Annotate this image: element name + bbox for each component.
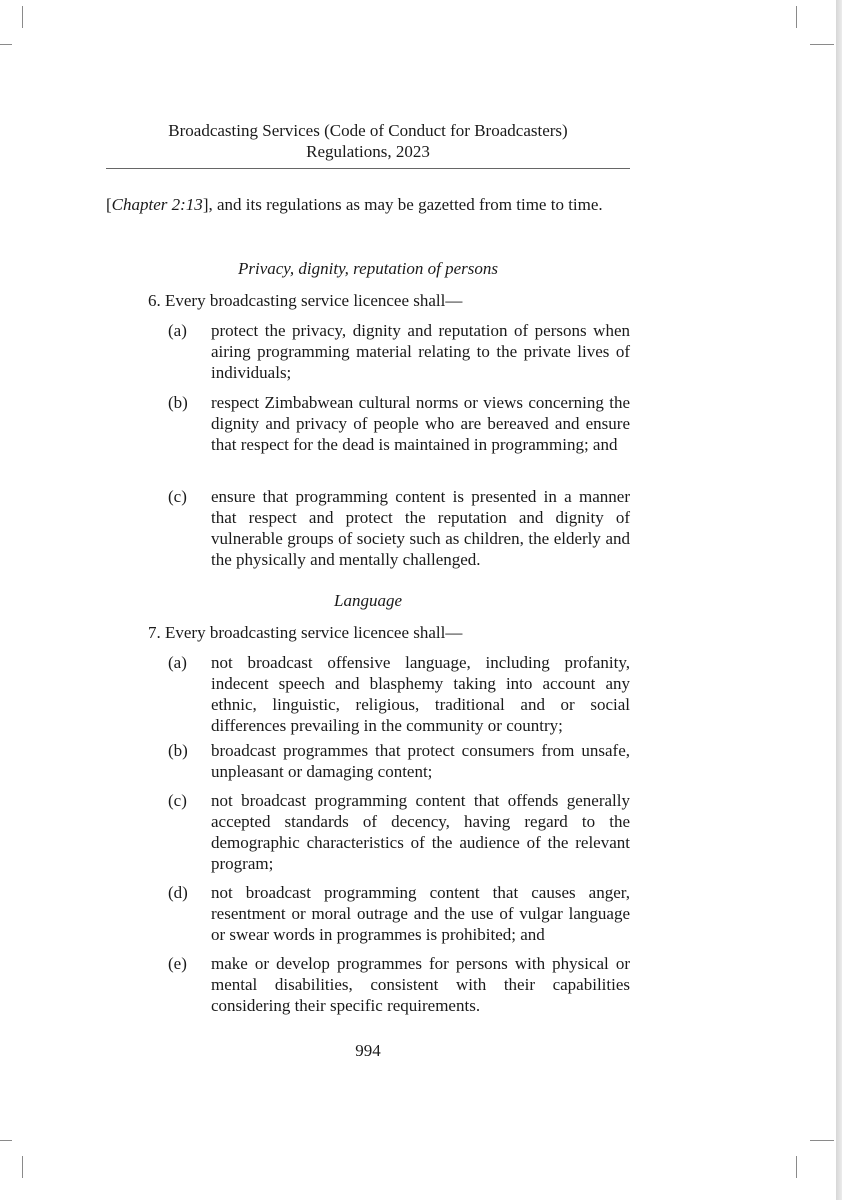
- item-text: respect Zimbabwean cultural norms or views concerning the dignity and privacy of people who are bereaved and ensure that respect for the dead is maintained in programming; and: [211, 393, 630, 454]
- intro-rest: ], and its regulations as may be gazetted from time to time.: [202, 195, 603, 214]
- chapter-reference: Chapter 2:13: [111, 195, 203, 214]
- crop-mark-bottom-left-h: [0, 1140, 12, 1141]
- crop-mark-top-right-h: [810, 44, 834, 45]
- item-label: (c): [168, 487, 187, 506]
- item-text: ensure that programming content is presented in a manner that respect and protect the reputation and dignity of vulnerable groups of society such as children, the elderly and the physically and mentally challenged.: [211, 487, 630, 569]
- header-title-line2: Regulations, 2023: [306, 142, 430, 161]
- crop-mark-top-left-v: [22, 6, 23, 28]
- item-label: (e): [168, 954, 187, 973]
- item-text: not broadcast programming content that causes anger, resentment or moral outrage and the use of vulgar language or swear words in programmes is prohibited; and: [211, 883, 630, 944]
- item-text: protect the privacy, dignity and reputation of persons when airing programming material relating to the private lives of individuals;: [211, 321, 630, 382]
- item-label: (c): [168, 791, 187, 810]
- item-label: (d): [168, 883, 188, 902]
- page-number: 994: [355, 1041, 381, 1060]
- item-label: (b): [168, 741, 188, 760]
- item-label: (a): [168, 653, 187, 672]
- item-text: not broadcast offensive language, including profanity, indecent speech and blasphemy taking into account any ethnic, linguistic, religious, traditional and or social differences prevailing in the community or country;: [211, 653, 630, 735]
- item-text: make or develop programmes for persons with physical or mental disabilities, consistent with their capabilities considering their specific requirements.: [211, 954, 630, 1015]
- crop-mark-top-left-h: [0, 44, 12, 45]
- header-title-line1: Broadcasting Services (Code of Conduct for Broadcasters): [168, 121, 568, 140]
- item-label: (b): [168, 393, 188, 412]
- crop-mark-top-right-v: [796, 6, 797, 28]
- section-heading-language: Language: [334, 591, 402, 610]
- crop-mark-bottom-right-v: [796, 1156, 797, 1178]
- item-text: broadcast programmes that protect consumers from unsafe, unpleasant or damaging content;: [211, 741, 630, 781]
- item-text: not broadcast programming content that offends generally accepted standards of decency, having regard to the demographic characteristics of the audience of the relevant program;: [211, 791, 630, 873]
- crop-mark-bottom-right-h: [810, 1140, 834, 1141]
- intro-paragraph: [106, 194, 630, 215]
- section-heading-privacy: Privacy, dignity, reputation of persons: [237, 259, 498, 278]
- item-label: (a): [168, 321, 187, 340]
- section-lead-7: 7. Every broadcasting service licencee shall—: [148, 623, 463, 642]
- crop-mark-bottom-left-v: [22, 1156, 23, 1178]
- section-lead-6: 6. Every broadcasting service licencee shall—: [148, 291, 463, 310]
- page-edge-shadow: [836, 0, 842, 1200]
- header-rule: [106, 168, 630, 169]
- running-header: [106, 120, 630, 162]
- intro-open-bracket: [: [106, 195, 112, 214]
